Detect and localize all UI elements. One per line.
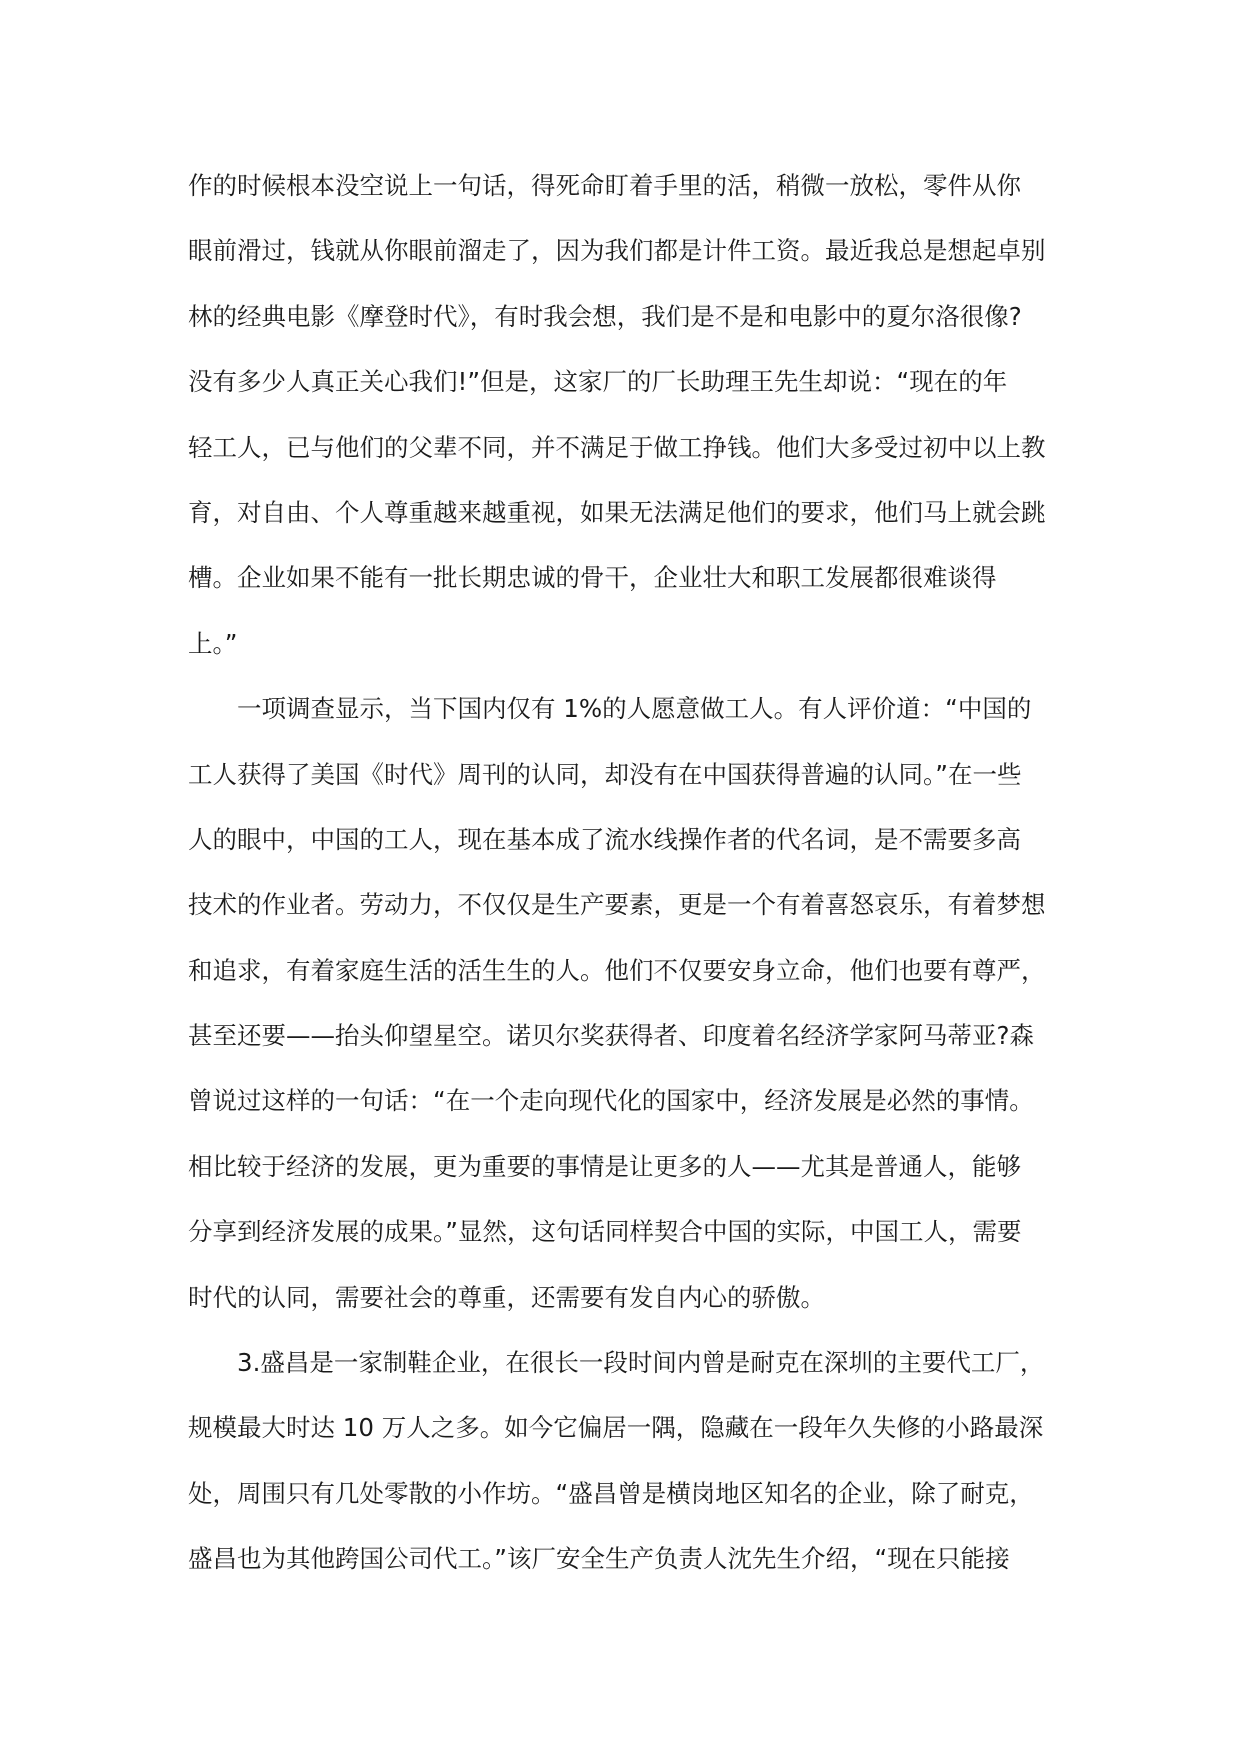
text-line: 分享到经济发展的成果。”显然，这句话同样契合中国的实际，中国工人，需要 [188,1217,1022,1247]
text-line: 一项调查显示，当下国内仅有 1%的人愿意做工人。有人评价道：“中国的 [237,694,1032,724]
text-line: 轻工人，已与他们的父辈不同，并不满足于做工挣钱。他们大多受过初中以上教 [188,432,1046,462]
text-line: 处，周围只有几处零散的小作坊。“盛昌曾是横岗地区知名的企业，除了耐克， [188,1478,1034,1508]
text-line: 工人获得了美国《时代》周刊的认同，却没有在中国获得普遍的认同。”在一些 [188,759,1022,789]
text-line: 规模最大时达 10 万人之多。如今它偏居一隅，隐藏在一段年久失修的小路最深 [188,1413,1044,1443]
text-line: 槽。企业如果不能有一批长期忠诚的骨干，企业壮大和职工发展都很难谈得 [188,563,997,593]
text-line: 相比较于经济的发展，更为重要的事情是让更多的人——尤其是普通人，能够 [188,1151,1021,1181]
text-line: 曾说过这样的一句话：“在一个走向现代化的国家中，经济发展是必然的事情。 [188,1086,1034,1116]
text-line: 作的时候根本没空说上一句话，得死命盯着手里的活，稍微一放松，零件从你 [188,171,1021,200]
text-line: 甚至还要——抬头仰望星空。诺贝尔奖获得者、印度着名经济学家阿马蒂亚?森 [188,1021,1035,1051]
text-line: 人的眼中，中国的工人，现在基本成了流水线操作者的代名词，是不需要多高 [188,824,1021,854]
text-line: 技术的作业者。劳动力，不仅仅是生产要素，更是一个有着喜怒哀乐，有着梦想 [188,890,1046,920]
body-text [188,166,1060,1605]
text-line: 上。” [188,628,238,658]
text-line: 林的经典电影《摩登时代》，有时我会想，我们是不是和电影中的夏尔洛很像? [188,301,1022,331]
text-line: 时代的认同，需要社会的尊重，还需要有发自内心的骄傲。 [188,1282,825,1312]
text-line: 和追求，有着家庭生活的活生生的人。他们不仅要安身立命，他们也要有尊严， [188,955,1046,985]
text-line: 眼前滑过，钱就从你眼前溜走了，因为我们都是计件工资。最近我总是想起卓别 [188,236,1046,266]
text-line: 3.盛昌是一家制鞋企业，在很长一段时间内曾是耐克在深圳的主要代工厂， [237,1348,1045,1378]
text-line: 没有多少人真正关心我们!”但是，这家厂的厂长助理王先生却说：“现在的年 [188,367,1008,397]
text-line: 育，对自由、个人尊重越来越重视，如果无法满足他们的要求，他们马上就会跳 [188,497,1046,527]
text-line: 盛昌也为其他跨国公司代工。”该厂安全生产负责人沈先生介绍，“现在只能接 [188,1544,1010,1574]
